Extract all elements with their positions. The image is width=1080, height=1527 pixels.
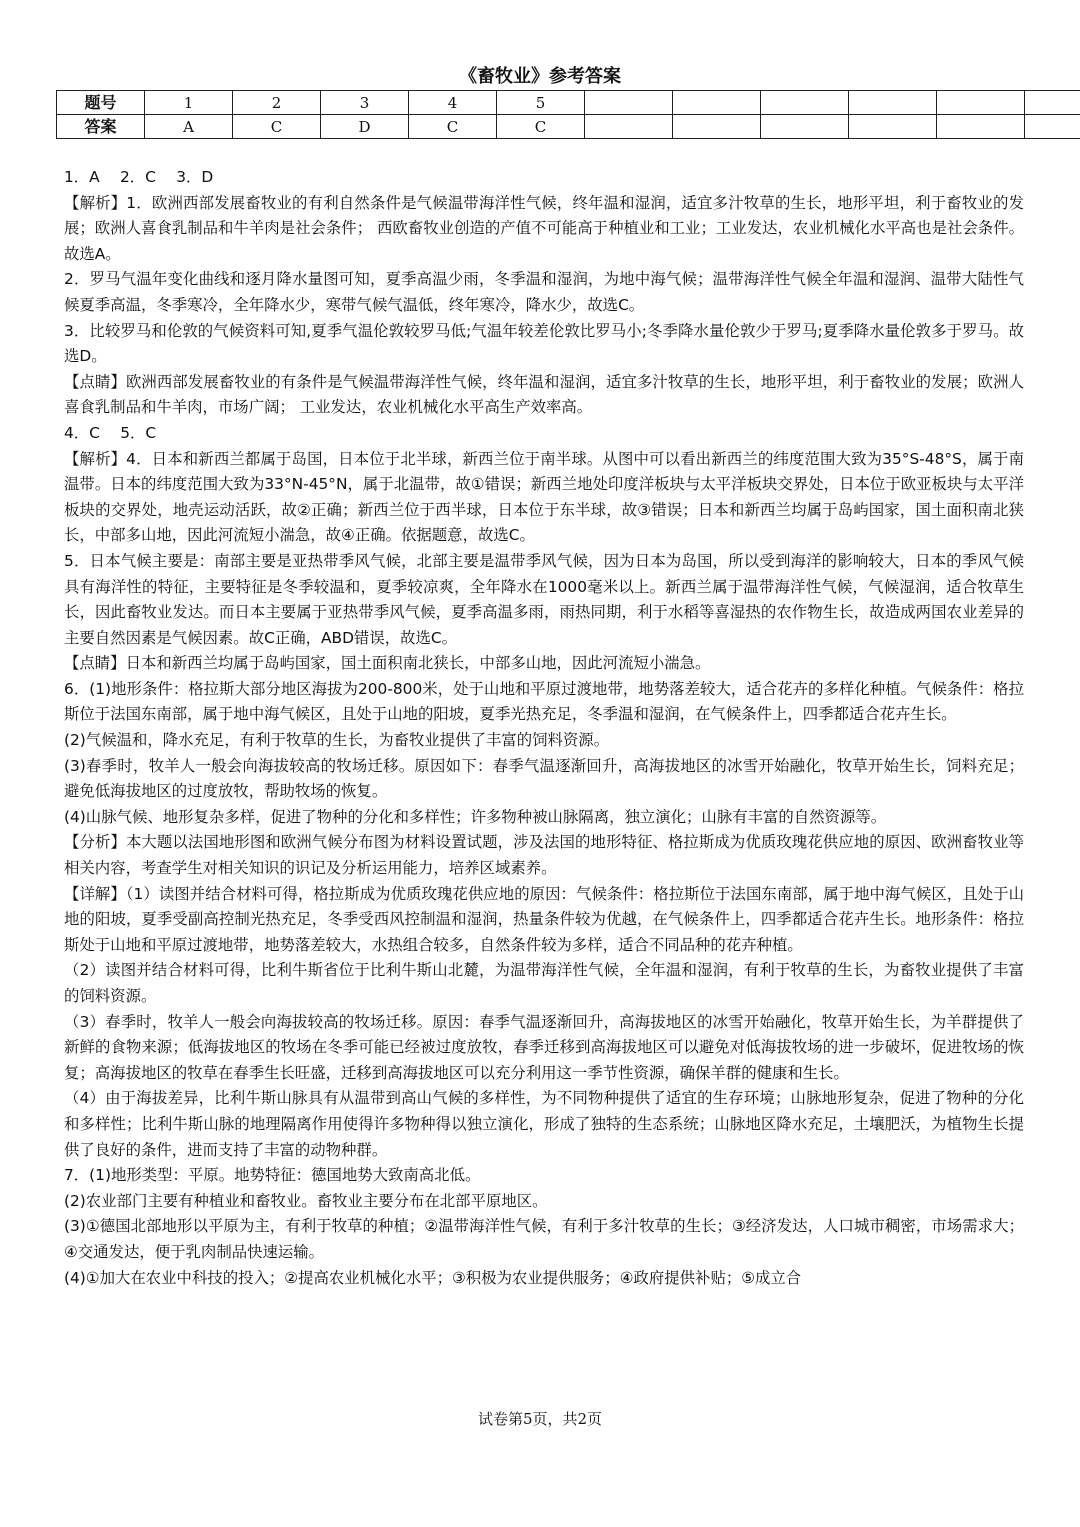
answer-cell: C [233,115,321,139]
answer-line: 1．A 2．C 3．D [64,168,214,186]
answer-cell [937,115,1025,139]
explanation-paragraph: (2)气候温和，降水充足，有利于牧草的生长，为畜牧业提供了丰富的饲料资源。 [64,731,610,750]
page-title: 《畜牧业》参考答案 [459,66,621,87]
explanation-paragraph: (3)①德国北部地形以平原为主，有利于牧草的种植；②温带海洋性气候，有利于多汁牧草的生长；③经济发达，人口城市稠密，市场需求大；④交通发达，便于乳肉制品快速运输。 [64,1217,1024,1261]
answer-table [56,90,1080,139]
question-number [673,91,761,115]
detail-paragraph: 【详解】（1）读图并结合材料可得，格拉斯成为优质玫瑰花供应地的原因：气候条件：格拉斯位于法国东南部，属于地中海气候区，且处于山地的阳坡，夏季受副高控制光热充足，冬季受西风控制温和湿润，热量条件较为优越，在气候条件上，四季都适合花卉生长。地形条件：格拉斯处于山地和平原过渡地带，地势落差较大，水热组合较多，自然条件较为多样，适合不同品种的花卉种植。 [64,884,1024,954]
answer-cell: C [497,115,585,139]
explanation-paragraph: 5．日本气候主要是：南部主要是亚热带季风气候，北部主要是温带季风气候，因为日本为岛国，所以受到海洋的影响较大，日本的季风气候具有海洋性的特征，主要特征是冬季较温和，夏季较凉爽，全年降水在1000毫米以上。新西兰属于温带海洋性气候，气候湿润，适合牧草生长，因此畜牧业发达。而日本主要属于亚热带季风气候，夏季高温多雨，雨热同期，利于水稻等喜湿热的农作物生长，故造成两国农业差异的主要自然因素是气候因素。故C正确，ABD错误，故选C。 [64,551,1024,647]
answer-cell [761,115,849,139]
question-number: 2 [233,91,321,115]
answer-explanations [64,165,1024,1291]
answer-cell: A [145,115,233,139]
detail-paragraph: （2）读图并结合材料可得，比利牛斯省位于比利牛斯山北麓，为温带海洋性气候，全年温和湿润，有利于牧草的生长，为畜牧业提供了丰富的饲料资源。 [64,961,1024,1005]
page-footer: 试卷第5页，共2页 [477,1410,603,1428]
answer-line: 4．C 5．C [64,423,157,442]
explanation-paragraph: (2)农业部门主要有种植业和畜牧业。畜牧业主要分布在北部平原地区。 [64,1191,548,1210]
question-number [937,91,1025,115]
question-number [849,91,937,115]
question-number-row [57,91,1080,115]
question-number: 5 [497,91,585,115]
question-number [761,91,849,115]
question-number: 3 [321,91,409,115]
explanation-paragraph: (4)①加大在农业中科技的投入；②提高农业机械化水平；③积极为农业提供服务；④政府提供补贴；⑤成立合 [64,1268,802,1287]
question-number [1025,91,1080,115]
answer-row [57,115,1080,139]
question-number: 1 [145,91,233,115]
explanation-paragraph: (3)春季时，牧羊人一般会向海拔较高的牧场迁移。原因如下：春季气温逐渐回升，高海拔地区的冰雪开始融化，牧草开始生长，饲料充足；避免低海拔地区的过度放牧，帮助牧场的恢复。 [64,756,1024,801]
question-number [585,91,673,115]
explanation-paragraph: 【解析】4．日本和新西兰都属于岛国，日本位于北半球，新西兰位于南半球。从图中可以看出新西兰的纬度范围大致为35°S-48°S，属于南温带。日本的纬度范围大致为33°N-45°N，属于北温带，故①错误；新西兰地处印度洋板块与太平洋板块交界处，日本位于欧亚板块与太平洋板块的交界处，地壳运动活跃，故②正确；新西兰位于西半球，日本位于东半球，故③错误；日本和新西兰均属于岛屿国家，国土面积南北狭长，中部多山地，因此河流短小湍急，故④正确。依据题意，故选C。 [64,449,1024,545]
explanation-paragraph: 【解析】1．欧洲西部发展畜牧业的有利自然条件是气候温带海洋性气候，终年温和湿润，适宜多汁牧草的生长，地形平坦，利于畜牧业的发展；欧洲人喜食乳制品和牛羊肉是社会条件； 西欧畜牧业创造的产值不可能高于种植业和工业；工业发达，农业机械化水平高也是社会条件。故选A。 [64,193,1024,263]
row-label: 答案 [57,115,145,139]
answer-cell [585,115,673,139]
tip-paragraph: 【点睛】日本和新西兰均属于岛屿国家，国土面积南北狭长，中部多山地，因此河流短小湍急。 [64,654,711,673]
answer-cell [1025,115,1080,139]
explanation-paragraph: 6．(1)地形条件：格拉斯大部分地区海拔为200-800米，处于山地和平原过渡地带，地势落差较大，适合花卉的多样化种植。气候条件：格拉斯位于法国东南部，属于地中海气候区，且处于山地的阳坡，夏季光热充足，冬季温和湿润，在气候条件上，四季都适合花卉生长。 [64,679,1024,724]
answer-cell: D [321,115,409,139]
explanation-paragraph: 7．(1)地形类型：平原。地势特征：德国地势大致南高北低。 [64,1166,481,1185]
answer-cell: C [409,115,497,139]
detail-paragraph: （4）由于海拔差异，比利牛斯山脉具有从温带到高山气候的多样性，为不同物种提供了适宜的生存环境；山脉地形复杂，促进了物种的分化和多样性；比利牛斯山脉的地理隔离作用使得许多物种得以独立演化，形成了独特的生态系统；山脉地区降水充足，土壤肥沃，为植物生长提供了良好的条件，进而支持了丰富的动物种群。 [64,1089,1024,1159]
tip-paragraph: 【点睛】欧洲西部发展畜牧业的有条件是气候温带海洋性气候，终年温和湿润，适宜多汁牧草的生长，地形平坦，利于畜牧业的发展；欧洲人喜食乳制品和牛羊肉，市场广阔； 工业发达，农业机械化水平高生产效率高。 [64,372,1024,417]
explanation-paragraph: 2．罗马气温年变化曲线和逐月降水量图可知，夏季高温少雨，冬季温和湿润，为地中海气候；温带海洋性气候全年温和湿润、温带大陆性气候夏季高温，冬季寒冷，全年降水少，寒带气候气温低，终年寒冷，降水少，故选C。 [64,270,1024,314]
question-number: 4 [409,91,497,115]
explanation-paragraph: 3．比较罗马和伦敦的气候资料可知,夏季气温伦敦较罗马低;气温年较差伦敦比罗马小;冬季降水量伦敦少于罗马;夏季降水量伦敦多于罗马。故选D。 [64,321,1024,366]
answer-cell [849,115,937,139]
row-label: 题号 [57,91,145,115]
analysis-paragraph: 【分析】本大题以法国地形图和欧洲气候分布图为材料设置试题，涉及法国的地形特征、格拉斯成为优质玫瑰花供应地的原因、欧洲畜牧业等相关内容，考查学生对相关知识的识记及分析运用能力，培养区域素养。 [64,833,1024,878]
answer-cell [673,115,761,139]
explanation-paragraph: (4)山脉气候、地形复杂多样，促进了物种的分化和多样性；许多物种被山脉隔离，独立演化；山脉有丰富的自然资源等。 [64,807,887,826]
detail-paragraph: （3）春季时，牧羊人一般会向海拔较高的牧场迁移。原因：春季气温逐渐回升，高海拔地区的冰雪开始融化，牧草开始生长，为羊群提供了新鲜的食物来源；低海拔地区的牧场在冬季可能已经被过度放牧，春季迁移到高海拔地区可以避免对低海拔牧场的进一步破坏，促进牧场的恢复；高海拔地区的牧草在春季生长旺盛，迁移到高海拔地区可以充分利用这一季节性资源，确保羊群的健康和生长。 [64,1012,1024,1082]
